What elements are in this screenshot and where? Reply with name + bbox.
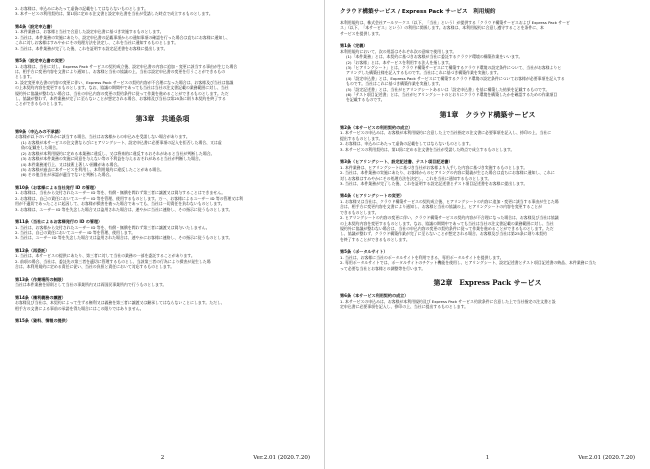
version-label: Ver.2.01 (2020.7.20) [578,455,635,461]
section-heading: 第15条（資料、情報の提供） [15,317,70,323]
section-heading: 第2条（本サービスの利用契約の成立） [340,124,413,130]
page-1-body [340,6,635,309]
page-1-footer [340,455,635,463]
version-label: Ver.2.01 (2020.7.20) [253,455,310,461]
body-line: 3. 本サービスの利用契約は、第1項に定める注文書と設定申込書を当社が受諾した時点で成立するものとします。 [15,11,213,17]
body-line: 2. お客様は、申込みにあたって虚偽の記載をしてはならないものとします。 [340,141,474,147]
chapter-1-title: 第1章 クラウド構築サービス [439,109,536,119]
body-line: 2. ヒアリングシートの内容の変更に伴い、クラウド構築サービスの契約内容が不合理になった場合は、お客様及び当社は協議 [340,215,559,221]
body-line: って必要な当社とお客様との調整等を行います。 [340,265,426,271]
body-line: 2. 当社は、自己の責任においてユーザー ID 等を管理、使用します。 [15,229,136,235]
body-line: 規約外に協議が整わない場合は、当社の申込内容の変更の契約条件に従って作業を進めることができるものとします。ただ [340,225,554,231]
body-line: 偽の記載をした場合。 [21,145,60,151]
body-line: (6) その他当社が承認が適当でないと判断した場合。 [21,172,114,178]
body-line: 1. 本サービスの申込みは、お客様が本利用規約及び Express Pack サービス約款条件に合意した上で当社指定の注文書と設 [340,298,556,304]
body-line: 1. 本件業務は、お客様と当社で合意した設定申込書に基づき実施するものとします。 [15,29,164,35]
body-line: の上本契約内容を変更するものとします。なお、協議の期間中であっても当社は当社の注文書記載の業務範囲に対し、当社 [15,85,229,91]
body-line: 2. 当社は、本件業務の実施にあたり、設定申込書の記載事項からの通知事項の確認を行った場合は直ちにお客様に通知し、 [15,34,231,40]
body-line: できるものとします。 [340,209,379,215]
body-line: 1. お客様は、当社に対し、Express Pack サービスの契約成立後、設定申込書の内容に追加・変更に該当する事由が生じた場合 [15,63,238,69]
body-line: 提出するものとします。 [340,135,383,141]
body-line: 3. 当社は、本件業務が完了した後、これを証明する設定記述書とテスト項目記述書をお客様に提出します。 [340,180,528,186]
body-line: 規約外に協議が整わない場合は、当社の申込内容の変更の契約条件に従って作業を進めることができるものとします。ただ [15,90,229,96]
section-heading: 第4条（設定申込書） [15,23,55,29]
page-2-body [15,6,310,324]
section-heading: 第11条（当社によるお客様発行の ID の管理） [15,218,103,224]
body-line: 2. 設定変更申込書の内容の変更に伴い、Express Pack サービスの契約内容が不合理になった場合は、お客様及び当社は協議 [15,79,234,85]
body-line: アリングした構築仕様を記入するものです。当社はこれに基づき構築作業を実施します。 [346,70,501,76]
page-2-footer [15,455,310,463]
body-line: し、協議が整わず、クラウド構築作業が完了に至らないことが想定される場合、お客様及び当社は第25条に則り本契約 [340,231,547,237]
body-line: 3. 本サービスの利用契約は、第1項に定める注文書を当社が受諾した時点で成立するものとします。 [340,146,515,152]
body-line: 3. お客様は、ユーザー ID 等を失念した場合又は盗用された場合は、速やかに当社に連絡し、その指示に従うものとします。 [15,206,233,212]
page-1 [325,0,650,469]
body-line: 2. お客様は、申込みにあたって虚偽の記載をしてはならないものとします。 [15,6,149,11]
body-line: ス」（以下、「本サービス」という）の利用に関係します。お客様は、本利用規約に合意し遵守することを条件に、本 [340,25,544,31]
body-line: を記載するものです。 [346,97,385,103]
body-line: 1. 当社は、本サービスの提供にあたり、第三者に対して当社の業務の一部を委託することがあります。 [15,253,195,259]
section-heading: 第5条（設定申込書の変更） [15,58,67,64]
section-heading: 第10条（お客様による当社発行 ID の管理） [15,184,99,190]
body-line: 合は、本利用規約に定める責任に従い、当社の負担と責任において対応するものとします。 [15,264,175,270]
body-line: 2. 当社は、本件業務の実施にあたり、お客様からのヒアリングの内容に疑義が生じた場合は直ちにお客様に通知し、これに [340,170,555,176]
body-line: 2. お客様は、自己の責任においてユーザー ID 等を管理、使用するものとします。万一、お客様によるユーザー ID 等の管理又は利 [15,195,243,201]
section-heading: 第13条（作業場所の制限） [15,276,66,282]
body-line: 本利用規約は、株式会社アールワークス（以下、「当社」という）が提供する「クラウド構築サービスおよび Express Pack サービ [340,20,570,25]
section-heading: 第4条（ヒアリングシートの変更） [340,193,405,199]
chapter-3-title: 第3章 共通条項 [135,113,190,123]
page-number: 2 [160,455,165,461]
body-line: ことができるものとします。 [15,101,66,107]
body-line: 1. 本件業務は、ヒアリングシートに基づき当社がお客様より入手した内容に基づき実施するものとします。 [340,164,528,170]
body-line: 用が不適切であったことに起因して、お客様が損害を被った場合であっても、当社は一切責任を負わないものとします。 [15,201,225,207]
body-line: 1. 当社は、お客様に当社のポータルサイトを利用できる、専用ポータルサイトを提供します。 [340,254,504,260]
section-heading: 第9条（申込みの不承諾） [15,128,63,134]
body-line: (2)「お客様」とは、本サービスを利用する法人を指します。 [346,59,453,65]
body-line: (6)「テスト項目記述書」とは、当社がヒアリングシートのとおりにクラウド環境を構築したかを確認するための作業項目 [346,92,558,98]
body-line: (3)「ヒアリングシート」とは、クラウド構築サービスにて構築するクラウド環境の設定条件について、当社がお客様よりヒ [346,65,562,71]
section-heading: 第14条（権利義務の譲渡） [15,294,66,300]
chapter-2-title: 第2章 Express Pack サービス [433,277,542,287]
body-line: これに対しお客様はすみやかにその処理方法を決定し、これを当社に通知するものとします。 [15,40,179,46]
body-line: し、協議が整わず、本件業務が完了に至らないことが想定される場合、お客様及び当社は第25条に則り本契約を終了する [15,96,226,102]
body-line: とします。 [15,74,35,80]
page-number: 1 [485,455,490,461]
body-line: 2. 専用ポータルサイトでは、ポータルサイトのチケット機能を使用し、ヒアリングシート、設定記述書とテスト項目記述書の納品、本件業務に当た [340,260,597,266]
body-line: (4)「設定申込書」とは、Express Pack サービスにて構築するクラウド環境の設定条件についてお客様が必要事項を記入する [346,75,565,81]
body-line: 対しお客様はすみやかにその処理方法を決定し、これを当社に通知するものとします。 [340,175,492,181]
body-line: の上本契約内容を変更するものとします。なお、協議の期間中であっても当社は当社の注文書記載の業務範囲に対し、当社 [340,220,554,226]
body-line: を終了することができるものとします。 [340,236,410,242]
body-line: お客様及び当社は、本契約によって生ずる権利又は義務を第三者に譲渡又は継承してはならないことにします。ただし、 [15,300,225,306]
section-heading: 第6条（本サービス利用契約の成立） [340,292,409,298]
body-line: (4) 本件業務遂行上、又は技術上著しい困難がある場合。 [21,161,122,167]
body-line: 合は、相手方に変更内容を文書により通知し、お客様と当社の協議の上、ヒアリングシートの内容を変更することが [340,204,543,210]
body-line: 3. 当社は、本件業務が完了した後、これを証明する設定記述書をお客様に提出します。 [15,45,168,51]
body-line: (3) お客様が本件業務の実施に同意を与えない等の不利益を与えるおそれがあると当社が判断した場合。 [21,156,203,162]
body-line: 1. 本サービスの申込みは、お客様が本利用規約に合意した上で当社指定の注文書に必要事項を記入し、捺印の上、当社に [340,130,552,136]
body-line: 定申込書に必要事項を記入し、捺印の上、当社に提出するものとします。 [340,303,469,309]
body-line: 3. 当社は、ユーザー ID 等を失念した場合又は盗用された場合は、速やかにお客様に連絡し、その指示に従うものとします。 [15,235,233,241]
body-line: 1. 当社は、お客様から交付されたユーザー ID 等を、有償・無償を問わず第三者に譲渡又は貸与いたしません。 [15,224,210,230]
body-line: 当社は本件業務を原則として当社の事業所内又は両国民事業所内で行うものとします。 [15,282,167,288]
body-line: (2) お客様が本利用規約に定める本業務に違反し、又は将来的に違反するおそれがあると当社が判断した場合。 [21,150,215,156]
body-line: 1. お客様又は当社は、クラウド構築サービスの契約成立後、ヒアリングシートの内容に追加・変更に該当する事由が生じた場 [340,198,559,204]
section-heading: 第1条（定義） [340,43,368,49]
document-title: クラウド構築サービス / Express Pack サービス 利用規約 [340,9,496,15]
body-line: お客様が以下のいずれかに該当する場合、当社はお客様からの申込みを受諾しない場合があります。 [15,134,190,140]
body-line: 相手方の文書による事前の承諾を得た場合にはこの限りではありません。 [15,305,144,311]
body-line: サービスを提供します。 [340,30,383,36]
body-line: (1) お客様が本サービスの注文書ならびにヒアリングシート、設定申込書に必要事項の記入を拒否した場合、又は虚 [21,139,222,145]
body-line: ものです。当社はこれに基づき構築作業を実施します。 [346,81,443,87]
body-line: (1)「本件業務」とは、本契約に基づきお客様が当社に委託するクラウド環境の構築作業をいいます。 [346,54,523,60]
body-line: 1. お客様は、当社から交付されたユーザー ID 等を、有償・無償を問わず第三者に譲渡又は貸与することはできません。 [15,190,226,196]
body-line: (5)「設定記述書」とは、当社がヒアリングシートあるいは「設定申込書」を基に構築した結果を記載するものです。 [346,86,550,92]
body-line: 2. 前項の場合、当社は、委託先の第三者を適切に管理するものとし、当該第三者の行為により損害が発生した場 [15,258,211,264]
body-line: は、相手方に変更内容を文書により通知し、お客様と当社の協議の上、当社は設定申込書の変更を行うことができるもの [15,69,226,75]
section-heading: 第12条（再委託） [15,247,50,253]
body-line: (5) お客様が過去に本サービスを利用し、本利用規約に違反したことがある場合。 [21,166,164,172]
section-heading: 第5条（ポータルサイト） [340,249,388,255]
section-heading: 第3条（ヒアリングシート、設定記述書、テスト項目記述書） [340,159,453,165]
body-line: 本利用規約において、次の用語はそれぞれ次の意味で使用します。 [340,48,457,54]
